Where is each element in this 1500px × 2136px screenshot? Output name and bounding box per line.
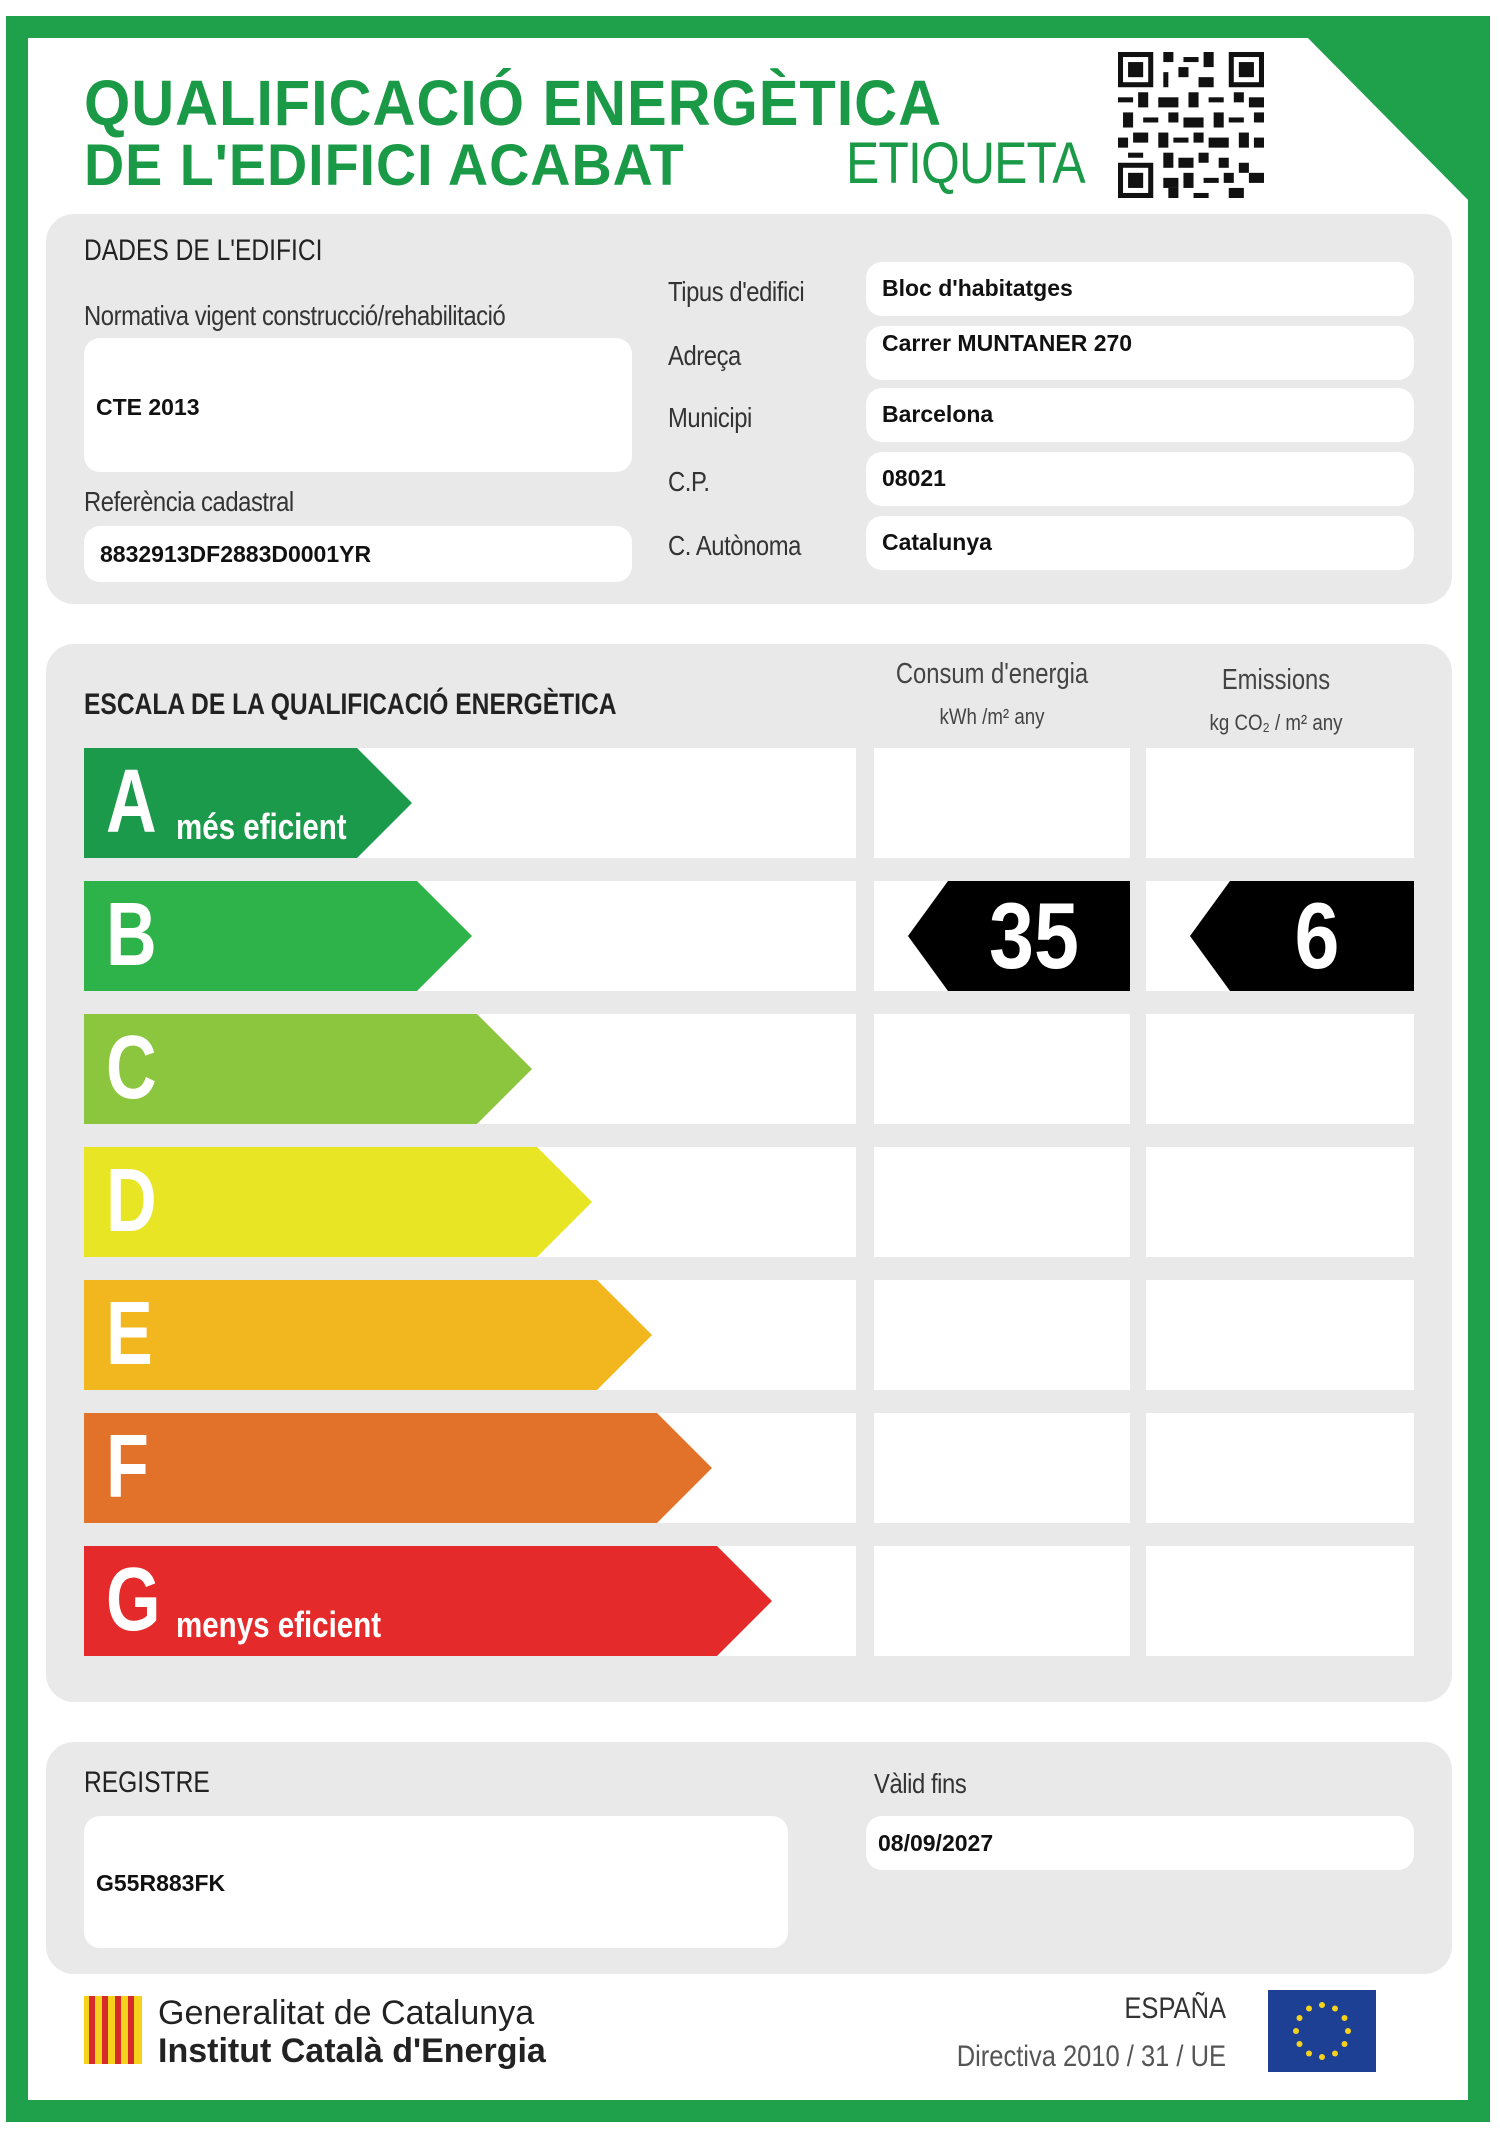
consum-unit: kWh /m² any [939,704,1045,729]
emissions-unit: kg CO₂ / m² any [1209,710,1343,735]
valid-until-value: 08/09/2027 [878,1830,994,1856]
emissions-cell [1146,1014,1414,1124]
qr-code-icon [1118,52,1264,198]
country-label: ESPAÑA [1124,1992,1226,2025]
building-field-value: Barcelona [882,401,994,427]
eu-star [1345,2028,1351,2034]
class-letter: G [106,1550,161,1650]
eu-star [1319,2002,1325,2008]
class-letter: D [106,1151,157,1251]
consum-rating-badge-value: 35 [989,883,1079,988]
class-letter: C [106,1018,157,1118]
eu-star [1332,2051,1338,2057]
eu-star [1319,2054,1325,2060]
eu-star [1342,2015,1348,2021]
org-line-2: Institut Català d'Energia [158,2032,546,2070]
class-letter: E [106,1284,153,1384]
etiqueta-label: ETIQUETA [846,131,1085,196]
building-field-box [866,452,1414,506]
normativa-label: Normativa vigent construcció/rehabilitació [84,300,506,331]
referencia-value: 8832913DF2883D0001YR [100,541,372,567]
title-line-2: DE L'EDIFICI ACABAT [84,133,685,198]
consum-cell [874,1280,1130,1390]
building-field-label: C. Autònoma [668,530,801,561]
building-section-title: DADES DE L'EDIFICI [84,234,323,267]
emissions-cell [1146,1147,1414,1257]
building-field-value: Bloc d'habitatges [882,275,1073,301]
emissions-cell [1146,748,1414,858]
class-d-arrow [84,1147,592,1257]
consum-cell [874,1147,1130,1257]
building-field-value: Carrer MUNTANER 270 [882,330,1133,356]
scale-section-title: ESCALA DE LA QUALIFICACIÓ ENERGÈTICA [84,688,617,721]
class-caption: més eficient [176,806,347,847]
valid-until-label: Vàlid fins [874,1768,967,1799]
emissions-cell [1146,1413,1414,1523]
emissions-cell [1146,1546,1414,1656]
referencia-label: Referència cadastral [84,486,294,517]
normativa-value: CTE 2013 [96,394,200,420]
consum-cell [874,1413,1130,1523]
registry-value: G55R883FK [96,1870,226,1896]
building-field-label: Tipus d'edifici [668,276,805,307]
class-letter: A [106,752,157,852]
class-letter: F [106,1417,149,1517]
eu-star [1297,2015,1303,2021]
building-field-label: Adreça [668,340,741,371]
building-field-value: Catalunya [882,529,992,555]
eu-flag-icon [1268,1990,1376,2072]
consum-header: Consum d'energia [895,658,1089,690]
building-field-label: C.P. [668,466,710,497]
org-line-1: Generalitat de Catalunya [158,1994,535,2032]
consum-cell [874,748,1130,858]
eu-star [1297,2041,1303,2047]
emissions-rating-badge-value: 6 [1294,883,1340,988]
eu-star [1306,2051,1312,2057]
eu-star [1293,2028,1299,2034]
eu-star [1342,2041,1348,2047]
class-e-arrow [84,1280,652,1390]
class-f-arrow [84,1413,712,1523]
registry-label: REGISTRE [84,1766,210,1799]
class-letter: B [106,885,157,985]
class-caption: menys eficient [176,1604,382,1645]
consum-cell [874,1014,1130,1124]
eu-star [1332,2006,1338,2012]
emissions-cell [1146,1280,1414,1390]
eu-star [1306,2006,1312,2012]
building-field-label: Municipi [668,402,752,433]
title-line-1: QUALIFICACIÓ ENERGÈTICA [84,67,942,139]
emissions-header: Emissions [1221,664,1331,696]
generalitat-logo-icon [84,1996,142,2064]
building-field-value: 08021 [882,465,946,491]
consum-cell [874,1546,1130,1656]
directive-label: Directiva 2010 / 31 / UE [956,2040,1226,2073]
